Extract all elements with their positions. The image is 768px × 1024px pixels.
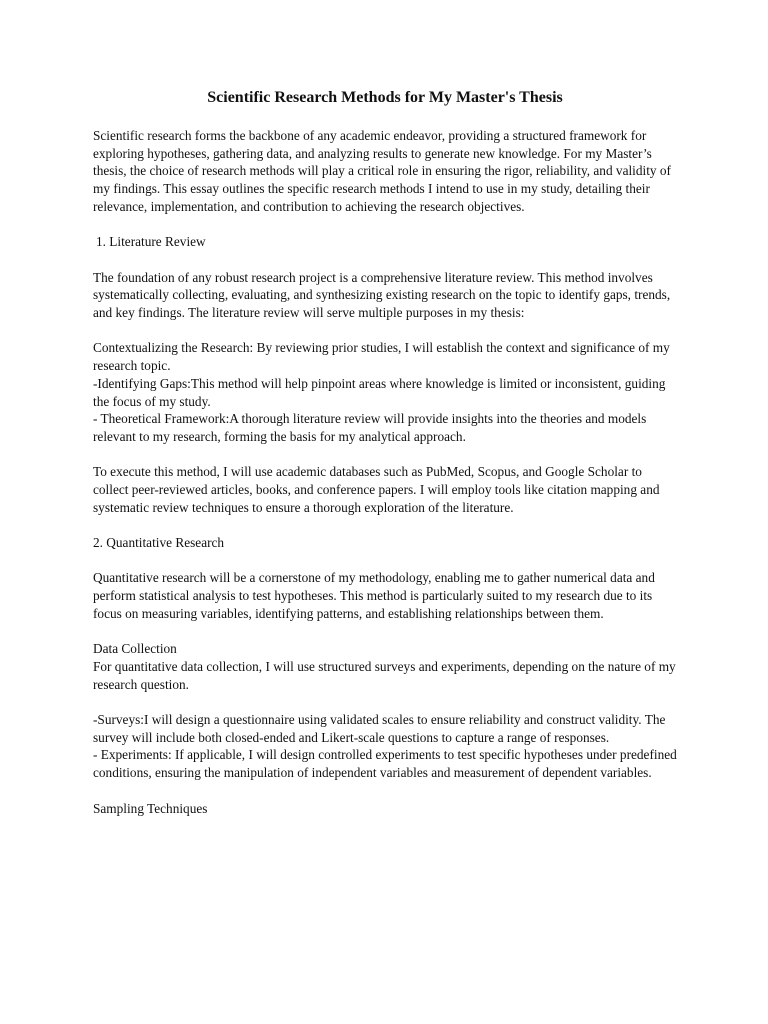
literature-review-execution-paragraph: To execute this method, I will use academic databases such as PubMed, Scopus, and Google Scholar to collect peer-reviewed articles, books, and conference papers. I will employ tools like citation mapping and systematic review techniques to ensure a thorough exploration of the literature. [93,464,660,515]
paragraph-gap [93,552,677,570]
subheading-sampling-techniques: Sampling Techniques [93,800,208,816]
section-heading-literature-review: 1. Literature Review [96,234,206,250]
data-collection-paragraph: For quantitative data collection, I will use structured surveys and experiments, depending on the nature of my research question. [93,658,676,692]
literature-review-item-gaps: -Identifying Gaps:This method will help pinpoint areas where knowledge is limited or inconsistent, guiding the focus of my study. [93,375,666,409]
document-page [93,88,677,817]
literature-review-item-framework: - Theoretical Framework:A thorough literature review will provide insights into the theories and models relevant to my research, forming the basis for my analytical approach. [93,411,647,444]
paragraph-gap [93,216,677,234]
data-collection-item-surveys: -Surveys:I will design a questionnaire using validated scales to ensure reliability and construct validity. The survey will include both closed-ended and Likert-scale questions to capture a range of responses. [93,712,666,745]
literature-review-paragraph: The foundation of any robust research project is a comprehensive literature review. This method involves systematically collecting, evaluating, and synthesizing existing research on the topic to identify gaps, trends, and key findings. The literature review will serve multiple purposes in my thesis: [93,269,671,320]
paragraph-gap [93,623,677,641]
paragraph-gap [93,446,677,464]
paragraph-gap [93,782,677,800]
paragraph-gap [93,516,677,534]
paragraph-gap [93,322,677,340]
intro-paragraph: Scientific research forms the backbone of any academic endeavor, providing a structured framework for exploring hypotheses, gathering data, and analyzing results to generate new knowledge. For my Master’s thesis, the choice of research methods will play a critical role in ensuring the rigor, reliability, and validity of my findings. This essay outlines the specific research methods I intend to use in my study, detailing their relevance, implementation, and contribution to achieving the research objectives. [93,128,671,214]
subheading-data-collection: Data Collection [93,641,177,657]
section-heading-quantitative-research: 2. Quantitative Research [93,535,225,551]
quantitative-research-paragraph: Quantitative research will be a cornerstone of my methodology, enabling me to gather numerical data and perform statistical analysis to test hypotheses. This method is particularly suited to my research due to its focus on measuring variables, identifying patterns, and establishing relationships between them. [93,570,655,621]
paragraph-gap [93,693,677,711]
paragraph-gap [93,251,677,269]
literature-review-item-context: Contextualizing the Research: By reviewing prior studies, I will establish the context and significance of my research topic. [93,340,670,374]
document-title: Scientific Research Methods for My Master's Thesis [207,89,563,106]
data-collection-item-experiments: - Experiments: If applicable, I will design controlled experiments to test specific hypotheses under predefined conditions, ensuring the manipulation of independent variables and measurement of dependent variables. [93,747,677,781]
